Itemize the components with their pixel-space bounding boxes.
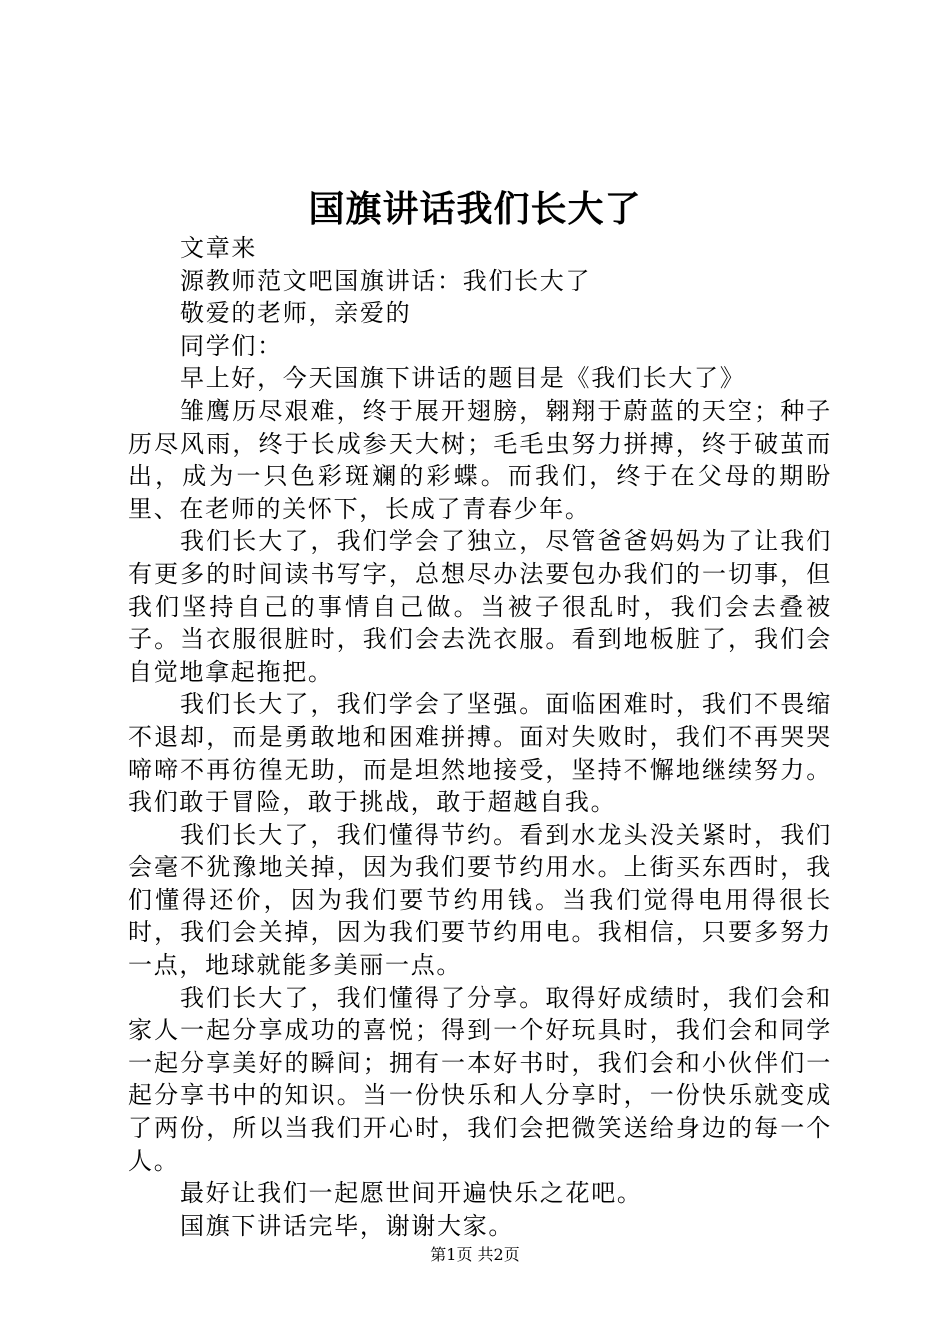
paragraph: 我们长大了，我们懂得了分享。取得好成绩时，我们会和家人一起分享成功的喜悦；得到一个好玩具时，我们会和同学一起分享美好的瞬间；拥有一本好书时，我们会和小伙伴们一起分享书中的知识。当一份快乐和人分享时，一份快乐就变成了两份，所以当我们开心时，我们会把微笑送给身边的每一个人。: [128, 983, 832, 1175]
paragraph: 我们长大了，我们学会了坚强。面临困难时，我们不畏缩不退却，而是勇敢地和困难拼搏。面对失败时，我们不再哭哭啼啼不再彷徨无助，而是坦然地接受，坚持不懈地继续努力。我们敢于冒险，敢于挑战，敢于超越自我。: [128, 690, 832, 817]
paragraph: 敬爱的老师，亲爱的: [180, 299, 412, 328]
document-title: 国旗讲话我们长大了: [308, 188, 642, 230]
paragraph: 我们长大了，我们懂得节约。看到水龙头没关紧时，我们会毫不犹豫地关掉，因为我们要节约用水。上街买东西时，我们懂得还价，因为我们要节约用钱。当我们觉得电用得很长时，我们会关掉，因为我们要节约用电。我相信，只要多努力一点，地球就能多美丽一点。: [128, 820, 832, 980]
paragraph: 文章来: [180, 234, 258, 262]
page-footer: 第1页 共2页: [430, 1245, 520, 1264]
paragraph: 国旗下讲话完毕，谢谢大家。: [180, 1211, 515, 1240]
paragraph: 雏鹰历尽艰难，终于展开翅膀，翱翔于蔚蓝的天空；种子历尽风雨，终于长成参天大树；毛毛虫努力拼搏，终于破茧而出，成为一只色彩斑斓的彩蝶。而我们，终于在父母的期盼里、在老师的关怀下，长成了青春少年。: [128, 396, 832, 523]
document-body: [128, 232, 832, 1242]
paragraph: 同学们：: [180, 331, 283, 360]
paragraph: 最好让我们一起愿世间开遍快乐之花吧。: [180, 1179, 643, 1208]
paragraph: 早上好，今天国旗下讲话的题目是《我们长大了》: [180, 364, 746, 393]
paragraph: 我们长大了，我们学会了独立，尽管爸爸妈妈为了让我们有更多的时间读书写字，总想尽办法要包办我们的一切事，但我们坚持自己的事情自己做。当被子很乱时，我们会去叠被子。当衣服很脏时，我们会去洗衣服。看到地板脏了，我们会自觉地拿起拖把。: [128, 527, 832, 686]
paragraph: 源教师范文吧国旗讲话：我们长大了: [180, 266, 592, 295]
